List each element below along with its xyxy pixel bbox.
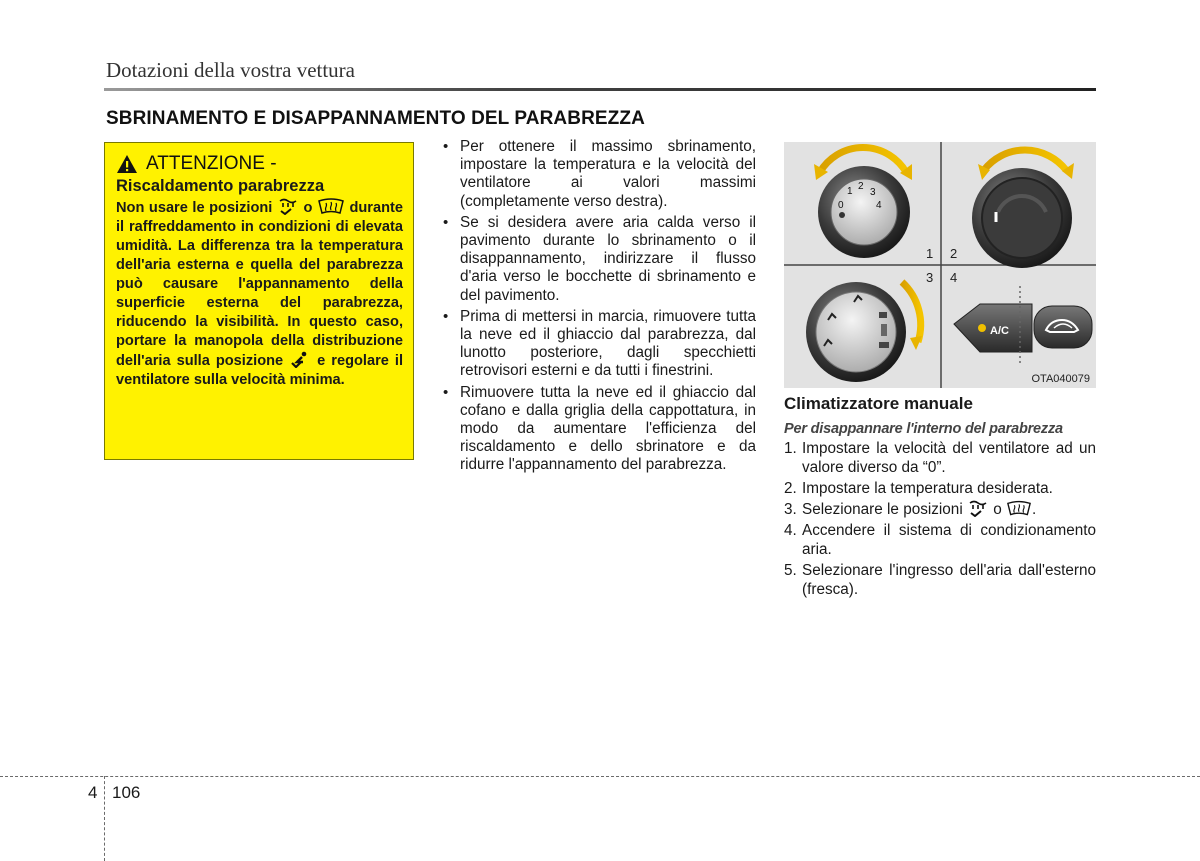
warning-text-part3: e regolare il ventilatore sulla velocità minima. [116,353,403,388]
defrost-windshield-icon [317,198,345,215]
step-text: Impostare la temperatura desiderata. [802,480,1053,497]
fan-mark-3: 3 [870,187,876,198]
warning-triangle-icon [116,154,138,174]
warning-box [104,142,414,460]
manual-climate-subheading: Per disappannare l'interno del parabrezza [784,421,1063,437]
defrost-windshield-icon [1006,500,1032,517]
fan-mark-4: 4 [876,200,882,211]
bullet-column [440,138,756,478]
step-end: . [1031,501,1037,518]
figure-label-1: 1 [926,246,934,261]
bullet-list [440,138,756,475]
defrost-floor-icon [277,198,299,215]
running-title: Dotazioni della vostra vettura [106,58,355,82]
step-number: 4. [784,522,797,539]
figure-code: OTA040079 [1031,373,1090,385]
step-text: Accendere il sistema di condizionamento aria. [802,522,1096,558]
step-number: 2. [784,480,797,497]
warning-text [116,198,403,390]
step-number: 3. [784,501,797,518]
fan-icon [839,212,845,218]
manual-climate-heading: Climatizzatore manuale [784,394,973,413]
figure-label-4: 4 [950,270,958,285]
footer-rule [0,776,1200,777]
climate-control-figure [784,142,1096,388]
step-number: 1. [784,440,797,457]
step-text: Impostare la velocità del ventilatore ad un valore diverso da “0”. [802,440,1096,476]
step-item [784,521,1096,559]
section-title: SBRINAMENTO E DISAPPANNAMENTO DEL PARABREZZA [106,108,645,129]
warning-text-part2: durante il raffreddamento in condizioni di elevata umidità. La differenza tra la temperatura dell'aria esterna e quella del parabrezza può causare l'appannamento della superficie esterna del parabrezza, riducendo la visibilità. In questo caso, portare la manopola della distribuzione dell'aria sulla posizione [116,200,403,369]
step-text: Selezionare le posizioni [802,501,963,518]
step-number: 5. [784,562,797,579]
figure-label-3: 3 [926,270,934,285]
defrost-floor-icon [967,500,989,517]
step-item [784,439,1096,477]
manual-climate-section [784,394,1096,601]
chapter-number: 4 [88,783,98,802]
warning-text-conj: o [303,200,313,216]
step-text: Selezionare l'ingresso dell'aria dall'esterno (fresca). [802,562,1096,598]
page-number: 106 [112,783,141,802]
fan-mark-1: 1 [847,186,853,197]
step-item [784,500,1096,519]
warning-text-part1: Non usare le posizioni [116,200,273,216]
bullet-item: • Rimuovere tutta la neve ed il ghiaccio dal cofano e dalla griglia della cappottatura, in modo da aumentare l'efficienza del riscaldamento e dello sbrinatore e da ridurre l'appannamento del parabrezza. [440,384,756,475]
fan-mark-2: 2 [858,181,864,192]
footer-vertical-rule [104,776,105,861]
bullet-item: • Prima di mettersi in marcia, rimuovere tutta la neve ed il ghiaccio dal parabrezza, dal lunotto posteriore, dagli specchietti retrovisori esterni e da tutti i finestrini. [440,308,756,381]
steps-list [784,439,1096,599]
climate-panel-illustration [784,142,1096,388]
figure-label-2: 2 [950,246,958,261]
ac-button-label: A/C [990,325,1009,337]
step-item [784,561,1096,599]
bullet-item: • Per ottenere il massimo sbrinamento, impostare la temperatura e la velocità del ventilatore ai valori massimi (completamente verso destra). [440,138,756,211]
step-conj: o [993,501,1002,518]
warning-subtitle: Riscaldamento parabrezza [116,177,325,195]
bullet-item: • Se si desidera avere aria calda verso il pavimento durante lo sbrinamento o il disappannamento, indirizzare il flusso d'aria verso le bocchette di sbrinamento e del pavimento. [440,214,756,305]
fan-mark-0: 0 [838,200,844,211]
step-item [784,479,1096,498]
floor-vent-icon [289,351,311,368]
warning-title: ATTENZIONE - [146,153,277,174]
header-rule [104,88,1096,91]
warning-title-row [116,153,403,175]
